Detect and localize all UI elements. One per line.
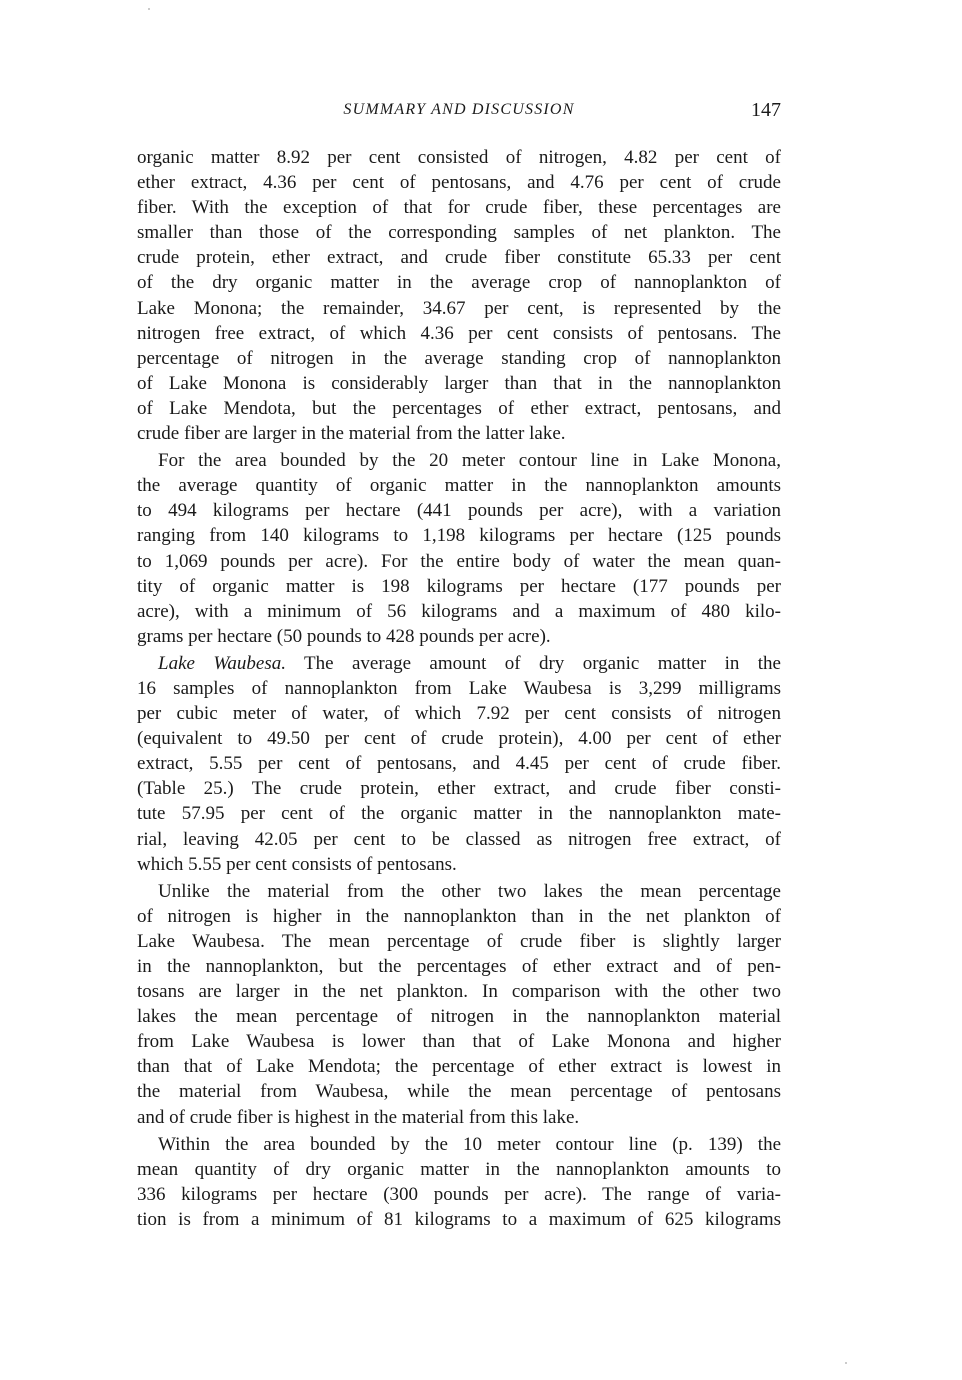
text-line: the average quantity of organic matter in the nannoplankton amounts: [137, 475, 781, 497]
paragraph: [137, 448, 781, 649]
scan-speck: [148, 8, 150, 10]
text-line: lakes the mean percentage of nitrogen in the nannoplankton material: [137, 1006, 781, 1028]
text-line-remainder: The average amount of dry organic matter in the: [285, 652, 781, 674]
text-line: Unlike the material from the other two lakes the mean percentage: [158, 880, 781, 902]
text-line: ether extract, 4.36 per cent of pentosans, and 4.76 per cent of crude: [137, 172, 781, 194]
text-line: percentage of nitrogen in the average standing crop of nannoplankton: [137, 347, 781, 369]
text-line: ranging from 140 kilograms to 1,198 kilograms per hectare (125 pounds: [137, 525, 781, 547]
text-line: from Lake Waubesa is lower than that of Lake Monona and higher: [137, 1031, 781, 1053]
running-title: SUMMARY AND DISCUSSION: [343, 101, 575, 118]
text-line: of the dry organic matter in the average crop of nannoplankton of: [137, 272, 781, 294]
text-line: tion is from a minimum of 81 kilograms to a maximum of 625 kilograms: [137, 1208, 781, 1230]
text-line: tity of organic matter is 198 kilograms per hectare (177 pounds per: [137, 575, 781, 597]
text-line: to 1,069 pounds per acre). For the entire body of water the mean quan-: [137, 550, 781, 572]
text-line: tosans are larger in the net plankton. In comparison with the other two: [137, 981, 781, 1003]
text-line: mean quantity of dry organic matter in the nannoplankton amounts to: [137, 1158, 781, 1180]
text-line: tute 57.95 per cent of the organic matter in the nannoplankton mate-: [137, 803, 781, 825]
text-line: 336 kilograms per hectare (300 pounds per acre). The range of varia-: [137, 1183, 781, 1205]
text-line: which 5.55 per cent consists of pentosans.: [137, 853, 457, 875]
text-line: extract, 5.55 per cent of pentosans, and 4.45 per cent of crude fiber.: [137, 753, 781, 775]
text-line: Lake Waubesa. The mean percentage of crude fiber is slightly larger: [137, 930, 781, 952]
paragraph: [137, 879, 781, 1130]
section-lead-title: Lake Waubesa.: [158, 652, 286, 674]
text-line: For the area bounded by the 20 meter contour line in Lake Monona,: [158, 450, 781, 472]
text-line: than that of Lake Mendota; the percentage of ether extract is lowest in: [137, 1056, 781, 1078]
text-line: organic matter 8.92 per cent consisted of nitrogen, 4.82 per cent of: [137, 147, 781, 168]
paragraph: [137, 651, 781, 877]
text-line: of Lake Monona is considerably larger than that in the nannoplankton: [137, 372, 781, 394]
paragraph: [137, 145, 781, 446]
text-line: in the nannoplankton, but the percentages of ether extract and of pen-: [137, 956, 781, 977]
text-line: of Lake Mendota, but the percentages of ether extract, pentosans, and: [137, 397, 781, 419]
text-line: per cubic meter of water, of which 7.92 per cent consists of nitrogen: [137, 703, 781, 725]
paragraph: [137, 1132, 781, 1232]
text-line: the material from Waubesa, while the mean percentage of pentosans: [137, 1081, 781, 1103]
text-line: Lake Monona; the remainder, 34.67 per cent, is represented by the: [137, 297, 781, 319]
text-line: and of crude fiber is highest in the material from this lake.: [137, 1106, 580, 1128]
text-line: [137, 651, 781, 676]
page-number: 147: [751, 99, 781, 121]
text-line: (equivalent to 49.50 per cent of crude protein), 4.00 per cent of ether: [137, 728, 781, 750]
text-line: 16 samples of nannoplankton from Lake Waubesa is 3,299 milligrams: [137, 677, 781, 699]
text-line: (Table 25.) The crude protein, ether extract, and crude fiber consti-: [137, 778, 781, 800]
scan-speck: [845, 1362, 847, 1364]
text-line: acre), with a minimum of 56 kilograms and a maximum of 480 kilo-: [137, 600, 781, 622]
text-line: crude protein, ether extract, and crude fiber constitute 65.33 per cent: [137, 247, 781, 269]
running-header: [137, 97, 781, 123]
body-text: [137, 145, 781, 1232]
text-line: crude fiber are larger in the material from the latter lake.: [137, 423, 566, 445]
text-line: to 494 kilograms per hectare (441 pounds per acre), with a variation: [137, 500, 781, 522]
text-line: smaller than those of the corresponding samples of net plankton. The: [137, 222, 781, 244]
text-line: fiber. With the exception of that for crude fiber, these percentages are: [137, 197, 781, 219]
text-line: rial, leaving 42.05 per cent to be classed as nitrogen free extract, of: [137, 828, 781, 850]
text-line: grams per hectare (50 pounds to 428 pounds per acre).: [137, 625, 551, 647]
text-line: Within the area bounded by the 10 meter contour line (p. 139) the: [158, 1133, 781, 1155]
text-line: nitrogen free extract, of which 4.36 per cent consists of pentosans. The: [137, 322, 781, 344]
text-line: of nitrogen is higher in the nannoplankton than in the net plankton of: [137, 905, 781, 927]
